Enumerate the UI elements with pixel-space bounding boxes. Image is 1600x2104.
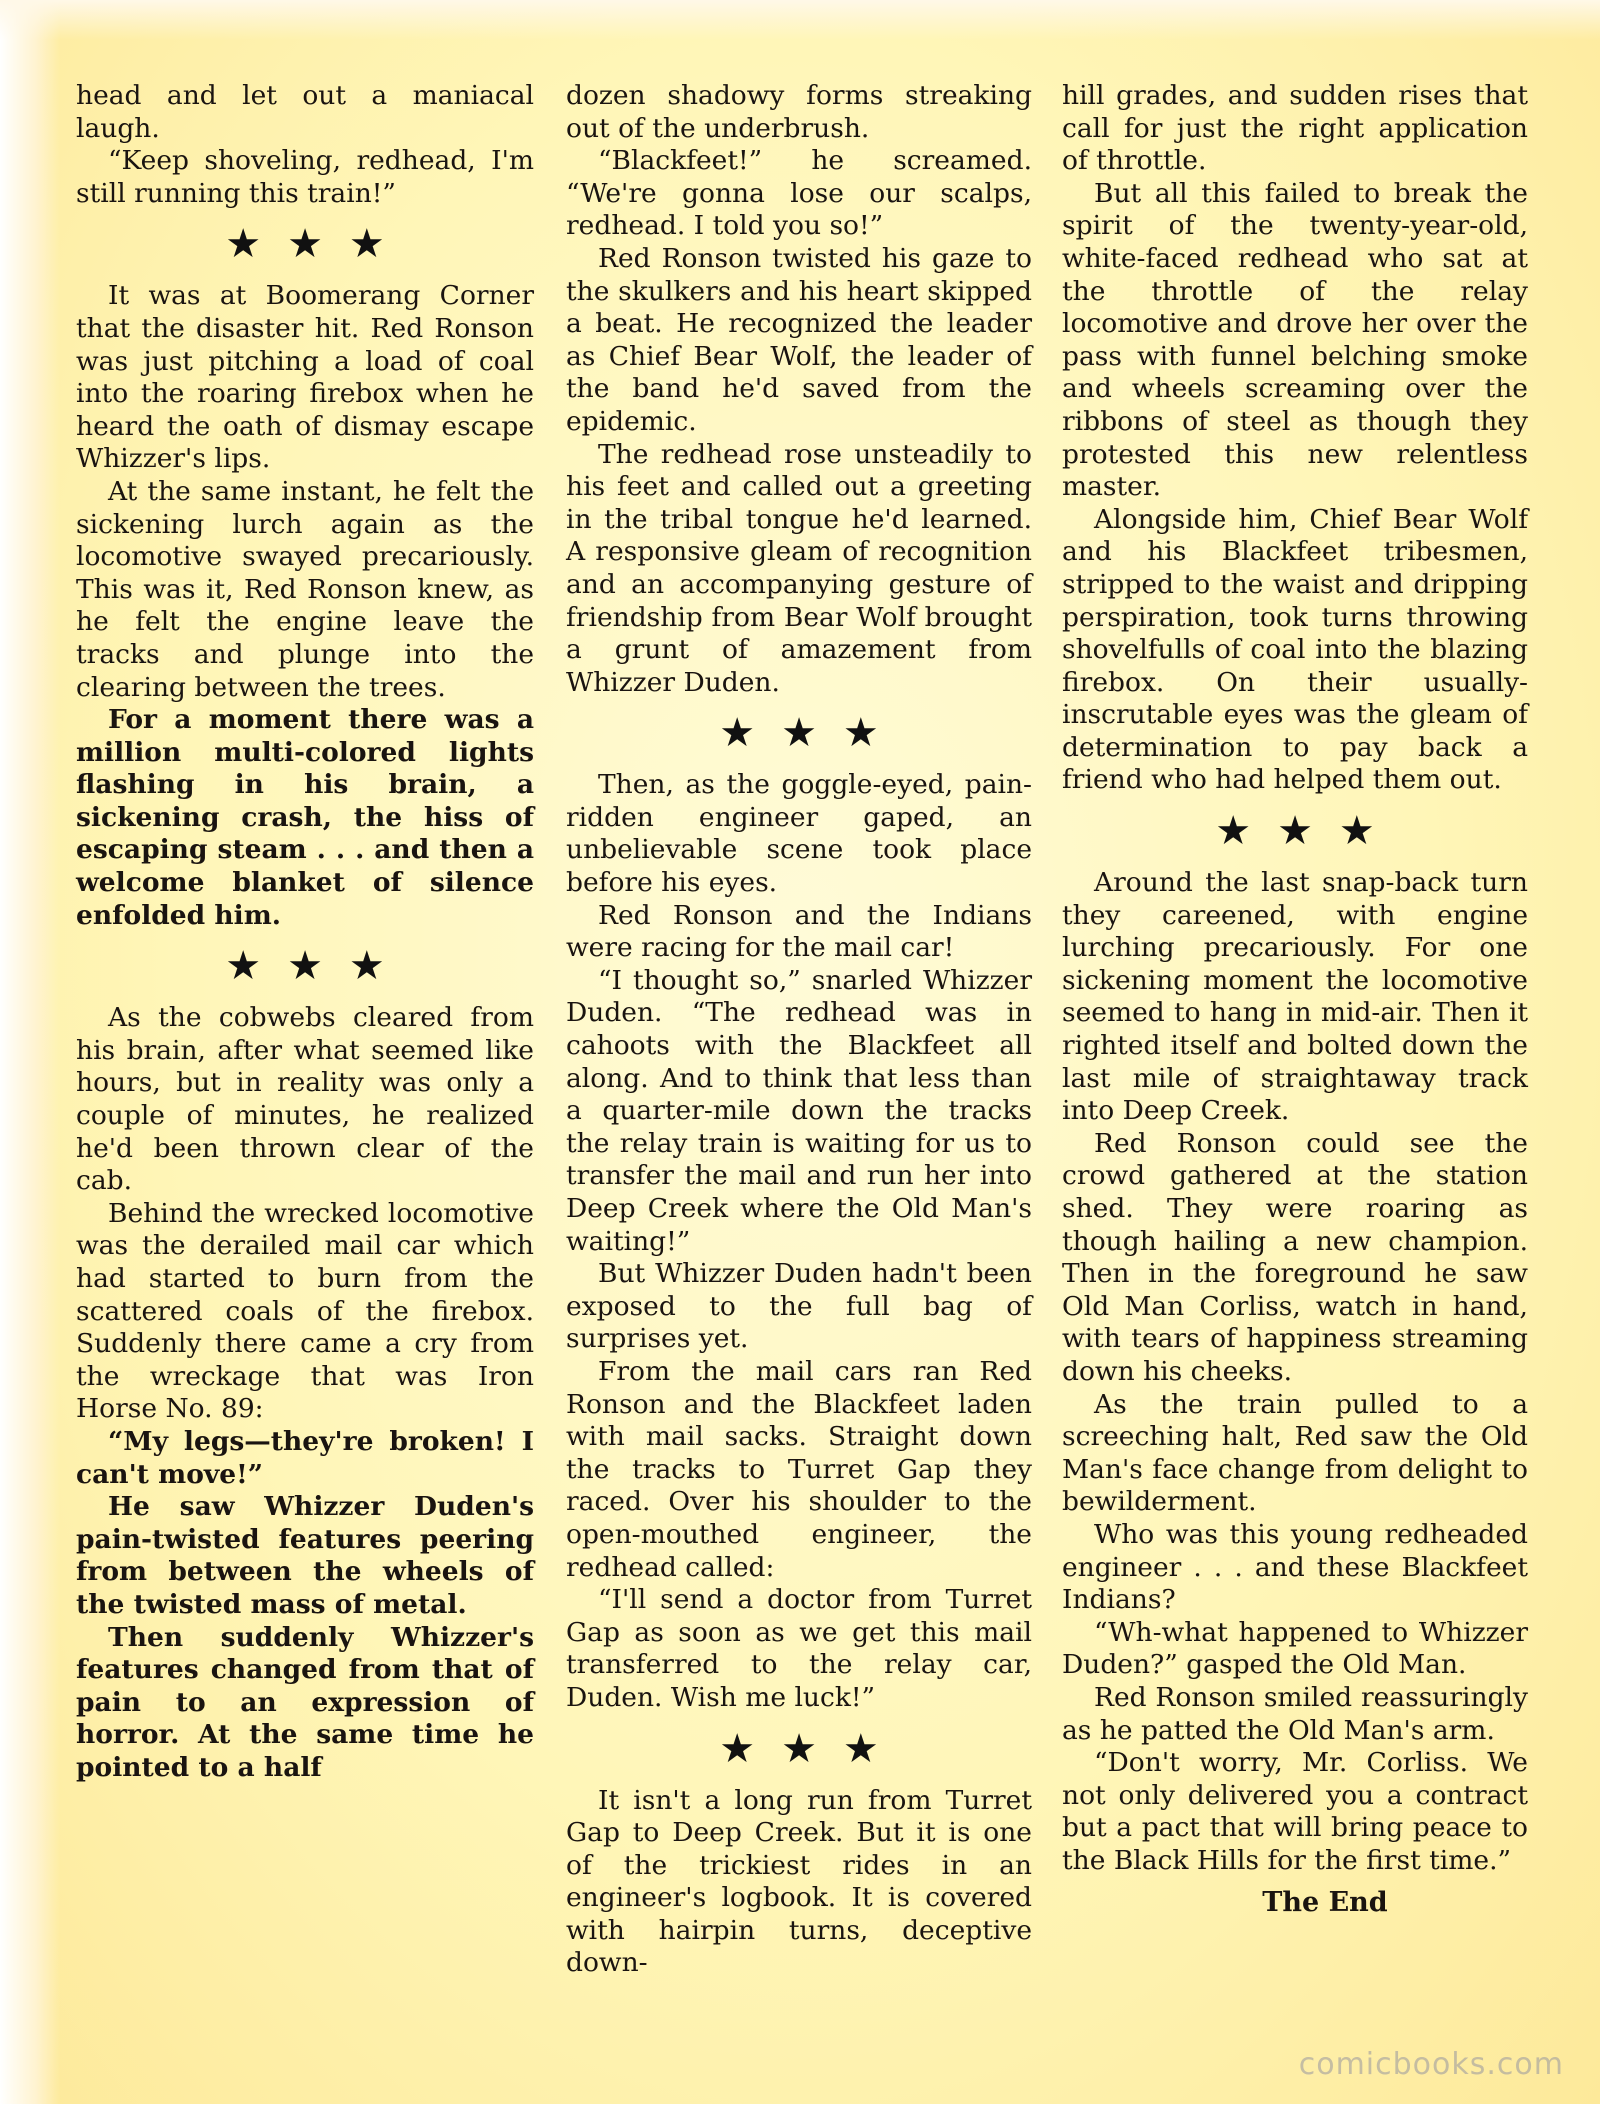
- text-column-2: [566, 80, 1032, 1980]
- section-divider-stars: ★★★: [719, 1725, 905, 1772]
- paragraph: Around the last snap-back turn they careened, with engine lurching precariously. For one sickening moment the locomotive seemed to hang in mid-air. Then it righted itself and bolted down the last mile of straightaway track into Deep Creek.: [1062, 867, 1528, 1127]
- paragraph: As the cobwebs cleared from his brain, after what seemed like hours, but in reality was only a couple of minutes, he realized he'd been thrown clear of the cab.: [76, 1002, 534, 1197]
- paragraph: From the mail cars ran Red Ronson and the Blackfeet laden with mail sacks. Straight down the tracks to Turret Gap they raced. Over his shoulder to the open-mouthed engineer, the redhead called:: [566, 1355, 1032, 1583]
- paragraph: “Wh-what happened to Whizzer Duden?” gasped the Old Man.: [1062, 1616, 1528, 1681]
- paragraph: As the train pulled to a screeching halt, Red saw the Old Man's face change from delight to bewilderment.: [1062, 1388, 1528, 1518]
- paragraph: “My legs—they're broken! I can't move!”: [76, 1425, 534, 1490]
- paragraph: “I thought so,” snarled Whizzer Duden. “The redhead was in cahoots with the Blackfeet all along. And to think that less than a quarter-mile down the tracks the relay train is waiting for us to transfer the mail and run her into Deep Creek where the Old Man's waiting!”: [566, 964, 1032, 1257]
- text-column-3: [1062, 80, 1528, 1920]
- paragraph: head and let out a maniacal laugh.: [76, 80, 534, 144]
- paragraph: Then, as the goggle-eyed, pain-ridden engineer gaped, an unbelievable scene took place before his eyes.: [566, 769, 1032, 899]
- paragraph: The redhead rose unsteadily to his feet and called out a greeting in the tribal tongue he'd learned. A responsive gleam of recognition and an accompanying gesture of friendship from Bear Wolf brought a grunt of amazement from Whizzer Duden.: [566, 438, 1032, 698]
- paragraph: hill grades, and sudden rises that call for just the right application of throttle.: [1062, 80, 1528, 177]
- paragraph: Red Ronson smiled reassuringly as he patted the Old Man's arm.: [1062, 1681, 1528, 1746]
- paragraph: Red Ronson could see the crowd gathered at the station shed. They were roaring as though hailing a new champion. Then in the foreground he saw Old Man Corliss, watch in hand, with tears of happiness streaming down his cheeks.: [1062, 1127, 1528, 1387]
- paragraph: “I'll send a doctor from Turret Gap as soon as we get this mail transferred to the relay car, Duden. Wish me luck!”: [566, 1584, 1032, 1713]
- paragraph: “Don't worry, Mr. Corliss. We not only delivered you a contract but a pact that will bring peace to the Black Hills for the first time.”: [1062, 1747, 1528, 1876]
- section-divider-stars: ★★★: [225, 221, 411, 268]
- page-edge-left: [0, 0, 60, 2104]
- text-column-1: [76, 80, 534, 1785]
- page-edge-top: [0, 0, 1600, 40]
- paragraph: Red Ronson and the Indians were racing for the mail car!: [566, 899, 1032, 964]
- the-end-label: The End: [1262, 1887, 1388, 1919]
- paragraph: It was at Boomerang Corner that the disaster hit. Red Ronson was just pitching a load of coal into the roaring firebox when he heard the oath of dismay escape Whizzer's lips.: [76, 280, 534, 475]
- paragraph: Who was this young redheaded engineer . . . and these Blackfeet Indians?: [1062, 1518, 1528, 1616]
- section-divider-stars: ★★★: [719, 710, 905, 757]
- paragraph: “Keep shoveling, redhead, I'm still running this train!”: [76, 145, 534, 209]
- paragraph: Then suddenly Whizzer's features changed from that of pain to an expression of horror. At the same time he pointed to a half: [76, 1621, 534, 1783]
- paragraph: At the same instant, he felt the sickening lurch again as the locomotive swayed precariously. This was it, Red Ronson knew, as he felt the engine leave the tracks and plunge into the clearing between the trees.: [76, 475, 534, 703]
- paragraph: But Whizzer Duden hadn't been exposed to the full bag of surprises yet.: [566, 1258, 1032, 1355]
- paragraph: “Blackfeet!” he screamed. “We're gonna lose our scalps, redhead. I told you so!”: [566, 145, 1032, 242]
- paragraph: Alongside him, Chief Bear Wolf and his Blackfeet tribesmen, stripped to the waist and dripping perspiration, took turns throwing shovelfulls of coal into the blazing firebox. On their usually-inscrutable eyes was the gleam of determination to pay back a friend who had helped them out.: [1062, 503, 1528, 796]
- paragraph: But all this failed to break the spirit of the twenty-year-old, white-faced redhead who sat at the throttle of the relay locomotive and drove her over the pass with funnel belching smoke and wheels screaming over the ribbons of steel as though they protested this new relentless master.: [1062, 177, 1528, 503]
- section-divider-stars: ★★★: [1215, 808, 1401, 855]
- paragraph: Behind the wrecked locomotive was the derailed mail car which had started to burn from the scattered coals of the firebox. Suddenly there came a cry from the wreckage that was Iron Horse No. 89:: [76, 1197, 534, 1425]
- watermark: comicbooks.com: [1298, 2047, 1564, 2082]
- paragraph: dozen shadowy forms streaking out of the underbrush.: [566, 80, 1032, 144]
- paragraph: Red Ronson twisted his gaze to the skulkers and his heart skipped a beat. He recognized the leader as Chief Bear Wolf, the leader of the band he'd saved from the epidemic.: [566, 242, 1032, 437]
- paragraph: He saw Whizzer Duden's pain-twisted features peering from between the wheels of the twisted mass of metal.: [76, 1491, 534, 1620]
- paragraph: For a moment there was a million multi-colored lights flashing in his brain, a sickening crash, the hiss of escaping steam . . . and then a welcome blanket of silence enfolded him.: [76, 704, 534, 931]
- section-divider-stars: ★★★: [225, 943, 411, 990]
- paragraph: It isn't a long run from Turret Gap to Deep Creek. But it is one of the trickiest rides in an engineer's logbook. It is covered with hairpin turns, deceptive down-: [566, 1784, 1032, 1979]
